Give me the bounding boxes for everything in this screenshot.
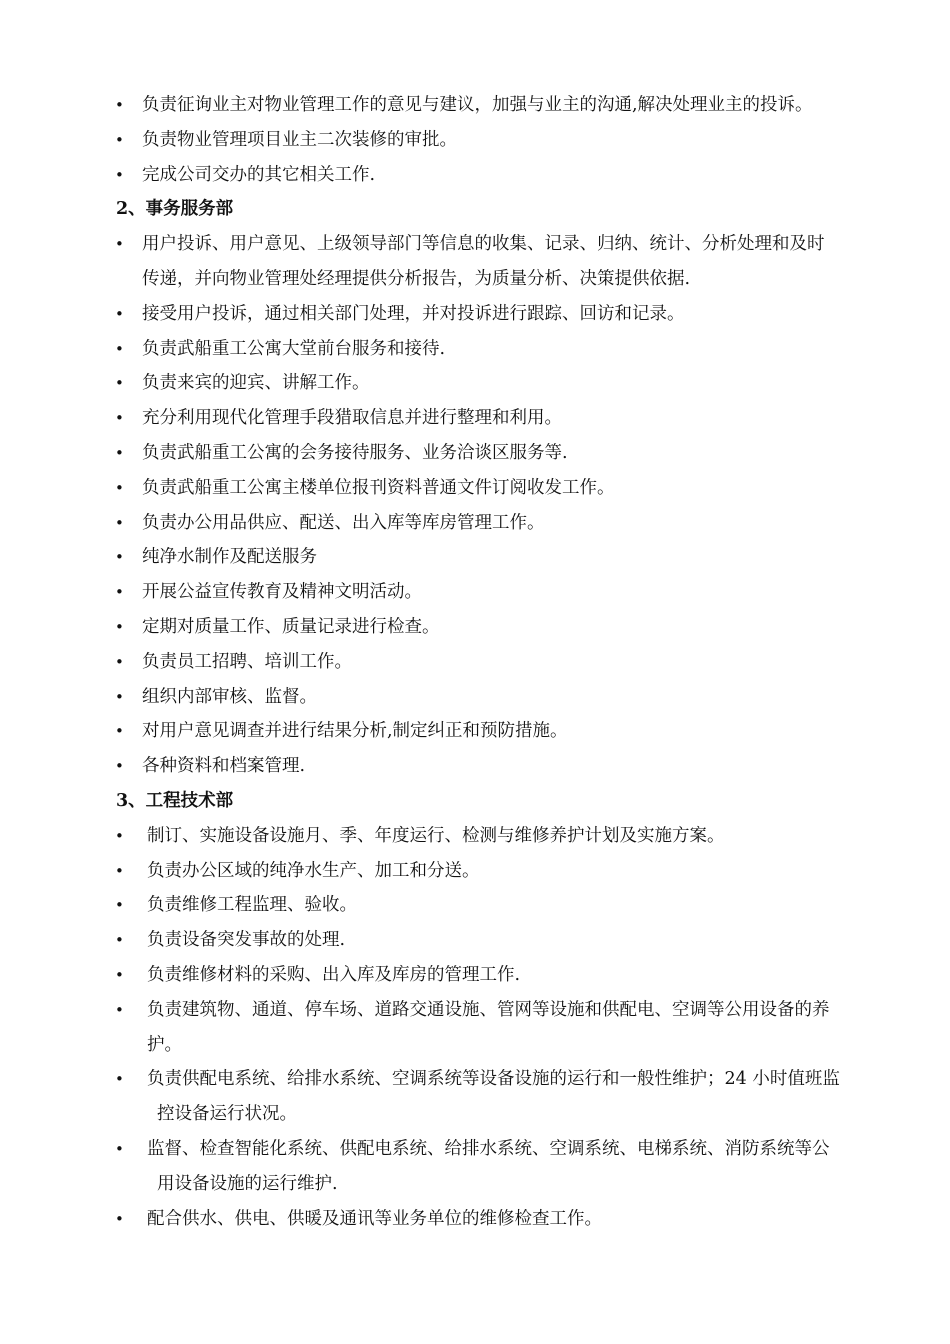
bullet-icon: •	[115, 304, 124, 323]
list-item: • 各种资料和档案管理.	[0, 749, 950, 784]
bullet-icon: •	[115, 826, 124, 845]
bullet-icon: •	[115, 1139, 124, 1158]
list-item: • 定期对质量工作、质量记录进行检查。	[0, 610, 950, 645]
bullet-icon: •	[115, 931, 124, 950]
list-item: • 负责维修材料的采购、出入库及库房的管理工作.	[0, 958, 950, 993]
list-item: • 负责办公区域的纯净水生产、加工和分送。	[0, 854, 950, 889]
bullet-icon: •	[115, 583, 124, 602]
section3-list	[0, 819, 950, 1237]
list-item: • 制订、实施设备设施月、季、年度运行、检测与维修养护计划及实施方案。	[0, 819, 950, 854]
list-item: • 纯净水制作及配送服务	[0, 540, 950, 575]
bullet-icon: •	[115, 1209, 124, 1228]
bullet-icon: •	[115, 617, 124, 636]
section2-list	[0, 227, 950, 784]
bullet-icon: •	[115, 374, 124, 393]
bullet-icon: •	[115, 896, 124, 915]
bullet-icon: •	[115, 409, 124, 428]
bullet-icon: •	[115, 513, 124, 532]
bullet-icon: •	[115, 1070, 124, 1089]
list-item: • 负责员工招聘、培训工作。	[0, 645, 950, 680]
list-item: • 完成公司交办的其它相关工作.	[0, 158, 950, 193]
list-item: • 用户投诉、用户意见、上级领导部门等信息的收集、记录、归纳、统计、分析处理和及时 传递，并向物业管理处经理提供分析报告，为质量分析、决策提供依据.	[0, 227, 950, 297]
section-heading: 2、事务服务部	[116, 199, 234, 220]
list-item: • 负责设备突发事故的处理.	[0, 923, 950, 958]
bullet-icon: •	[115, 687, 124, 706]
list-item: • 负责建筑物、通道、停车场、道路交通设施、管网等设施和供配电、空调等公用设备的养 护。	[0, 993, 950, 1063]
list-item: • 对用户意见调查并进行结果分析,制定纠正和预防措施。	[0, 714, 950, 749]
document-page	[0, 88, 950, 1236]
bullet-icon: •	[115, 478, 124, 497]
list-item: • 负责征询业主对物业管理工作的意见与建议，加强与业主的沟通,解决处理业主的投诉。	[0, 88, 950, 123]
bullet-icon: •	[115, 165, 124, 184]
bullet-icon: •	[115, 965, 124, 984]
list-item: • 接受用户投诉，通过相关部门处理，并对投诉进行跟踪、回访和记录。	[0, 297, 950, 332]
bullet-icon: •	[115, 652, 124, 671]
bullet-icon: •	[115, 130, 124, 149]
bullet-icon: •	[115, 548, 124, 567]
list-item: • 监督、检查智能化系统、供配电系统、给排水系统、空调系统、电梯系统、消防系统等公 用设备设施的运行维护.	[0, 1132, 950, 1202]
list-item: • 负责办公用品供应、配送、出入库等库房管理工作。	[0, 506, 950, 541]
list-item: • 负责来宾的迎宾、讲解工作。	[0, 366, 950, 401]
section-heading: 3、工程技术部	[116, 790, 234, 811]
list-item: • 负责武船重工公寓主楼单位报刊资料普通文件订阅收发工作。	[0, 471, 950, 506]
bullet-icon: •	[115, 861, 124, 880]
bullet-icon: •	[115, 443, 124, 462]
list-item: • 充分利用现代化管理手段猎取信息并进行整理和利用。	[0, 401, 950, 436]
bullet-icon: •	[115, 757, 124, 776]
list-item: • 负责物业管理项目业主二次装修的审批。	[0, 123, 950, 158]
section1-list	[0, 88, 950, 192]
list-item: • 组织内部审核、监督。	[0, 680, 950, 715]
list-item: • 负责维修工程监理、验收。	[0, 888, 950, 923]
list-item: • 负责武船重工公寓的会务接待服务、业务洽谈区服务等.	[0, 436, 950, 471]
bullet-icon: •	[115, 96, 124, 114]
bullet-icon: •	[115, 1000, 124, 1019]
bullet-icon: •	[115, 235, 124, 254]
list-item: • 配合供水、供电、供暖及通讯等业务单位的维修检查工作。	[0, 1202, 950, 1237]
list-item: • 负责供配电系统、给排水系统、空调系统等设备设施的运行和一般性维护；24 小时值班监 控设备运行状况。	[0, 1062, 950, 1132]
bullet-icon: •	[115, 722, 124, 741]
list-item: • 负责武船重工公寓大堂前台服务和接待.	[0, 332, 950, 367]
bullet-icon: •	[115, 339, 124, 358]
list-item: • 开展公益宣传教育及精神文明活动。	[0, 575, 950, 610]
